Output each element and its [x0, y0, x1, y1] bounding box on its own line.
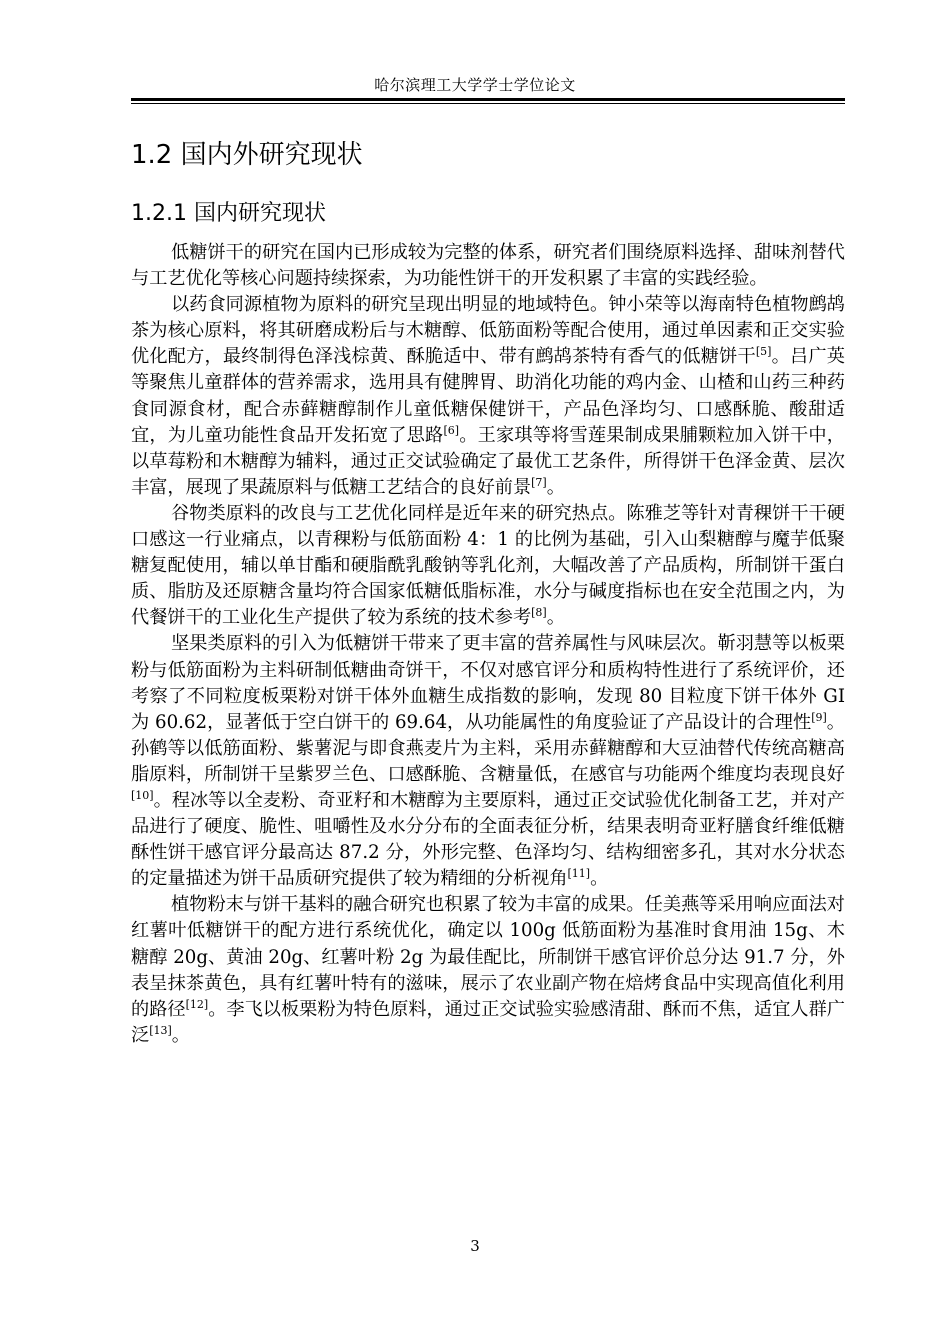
- citation-ref: [6]: [443, 423, 460, 437]
- paragraph-text: 。孙鹤等以低筋面粉、紫薯泥与即食燕麦片为主料，采用赤藓糖醇和大豆油替代传统高糖高脂原料，所制饼干呈紫罗兰色、口感酥脆、含糖量低，在感官与功能两个维度均表现良好: [131, 711, 845, 785]
- header-rule-thin: [131, 103, 845, 104]
- citation-ref: [12]: [185, 997, 209, 1011]
- paragraph-text: 。吕广英等聚焦儿童群体的营养需求，选用具有健脾胃、助消化功能的鸡内金、山楂和山药三种药食同源食材，配合赤藓糖醇制作儿童低糖保健饼干，产品色泽均匀、口感酥脆、酸甜适宜，为儿童功能性食品开发拓宽了思路: [131, 346, 845, 446]
- paragraph-text: 。: [546, 607, 565, 629]
- paragraph-text: 。: [590, 868, 609, 890]
- body-text: [131, 240, 845, 1049]
- citation-ref: [9]: [811, 710, 827, 724]
- citation-ref: [11]: [567, 867, 591, 881]
- paragraph-text: 。李飞以板栗粉为特色原料，通过正交试验实验感清甜、酥而不焦，适宜人群广泛: [131, 998, 845, 1046]
- paragraph: [131, 240, 845, 292]
- page-number: 3: [470, 1237, 480, 1255]
- paragraph-text: 谷物类原料的改良与工艺优化同样是近年来的研究热点。陈雅芝等针对青稞饼干干硬口感这一行业痛点，以青稞粉与低筋面粉 4：1 的比例为基础，引入山梨糖醇与魔芋低聚糖复配使用，辅以单甘酯和硬脂酰乳酸钠等乳化剂，大幅改善了产品质构，所制饼干蛋白质、脂肪及还原糖含量均符合国家低糖低脂标准，水分与碱度指标也在安全范围之内，为代餐饼干的工业化生产提供了较为系统的技术参考: [131, 502, 845, 629]
- paragraph-text: 。: [546, 476, 565, 498]
- paragraph: [131, 631, 845, 892]
- section-heading: 1.2 国内外研究现状: [131, 140, 363, 170]
- citation-ref: [5]: [755, 345, 772, 359]
- paragraph-text: 。王家琪等将雪莲果制成果脯颗粒加入饼干中，以草莓粉和木糖醇为辅料，通过正交试验确定了最优工艺条件，所得饼干色泽金黄、层次丰富，展现了果蔬原料与低糖工艺结合的良好前景: [131, 424, 845, 498]
- paragraph: [131, 292, 845, 501]
- citation-ref: [13]: [149, 1023, 172, 1037]
- running-header: 哈尔滨理工大学学士学位论文: [374, 76, 576, 94]
- paragraph-text: 。: [171, 1024, 190, 1046]
- header-rule-thick: [131, 98, 845, 101]
- citation-ref: [7]: [531, 475, 547, 489]
- citation-ref: [8]: [531, 606, 547, 620]
- paragraph: [131, 501, 845, 631]
- paragraph-text: 。程冰等以全麦粉、奇亚籽和木糖醇为主要原料，通过正交试验优化制备工艺，并对产品进行了硬度、脆性、咀嚼性及水分分布的全面表征分析，结果表明奇亚籽膳食纤维低糖酥性饼干感官评分最高达 87.2 分，外形完整、色泽均匀、结构细密多孔，其对水分状态的定量描述为饼干品质研究提供了较为精细的分析视角: [131, 789, 845, 890]
- paragraph-text: 以药食同源植物为原料的研究呈现出明显的地域特色。钟小荣等以海南特色植物鹧鸪茶为核心原料，将其研磨成粉后与木糖醇、低筋面粉等配合使用，通过单因素和正交实验优化配方，最终制得色泽浅棕黄、酥脆适中、带有鹧鸪茶特有香气的低糖饼干: [131, 294, 845, 368]
- subsection-heading: 1.2.1 国内研究现状: [131, 201, 326, 226]
- paragraph: [131, 892, 845, 1049]
- paragraph-text: 植物粉末与饼干基料的融合研究也积累了较为丰富的成果。任美燕等采用响应面法对红薯叶低糖饼干的配方进行系统优化，确定以 100g 低筋面粉为基准时食用油 15g、木糖醇 20g、黄油 20g、红薯叶粉 2g 为最佳配比，所制饼干感官评价总分达 91.7 分，外表呈抹茶黄色，具有红薯叶特有的滋味，展示了农业副产物在焙烤食品中实现高值化利用的路径: [131, 894, 845, 1020]
- citation-ref: [10]: [131, 788, 154, 802]
- paragraph-text: 低糖饼干的研究在国内已形成较为完整的体系，研究者们围绕原料选择、甜味剂替代与工艺优化等核心问题持续探索，为功能性饼干的开发积累了丰富的实践经验。: [131, 242, 845, 290]
- paragraph-text: 坚果类原料的引入为低糖饼干带来了更丰富的营养属性与风味层次。靳羽慧等以板栗粉与低筋面粉为主料研制低糖曲奇饼干，不仅对感官评分和质构特性进行了系统评价，还考察了不同粒度板栗粉对饼干体外血糖生成指数的影响，发现 80 目粒度下饼干体外 GI 为 60.62，显著低于空白饼干的 69.64，从功能属性的角度验证了产品设计的合理性: [131, 633, 845, 733]
